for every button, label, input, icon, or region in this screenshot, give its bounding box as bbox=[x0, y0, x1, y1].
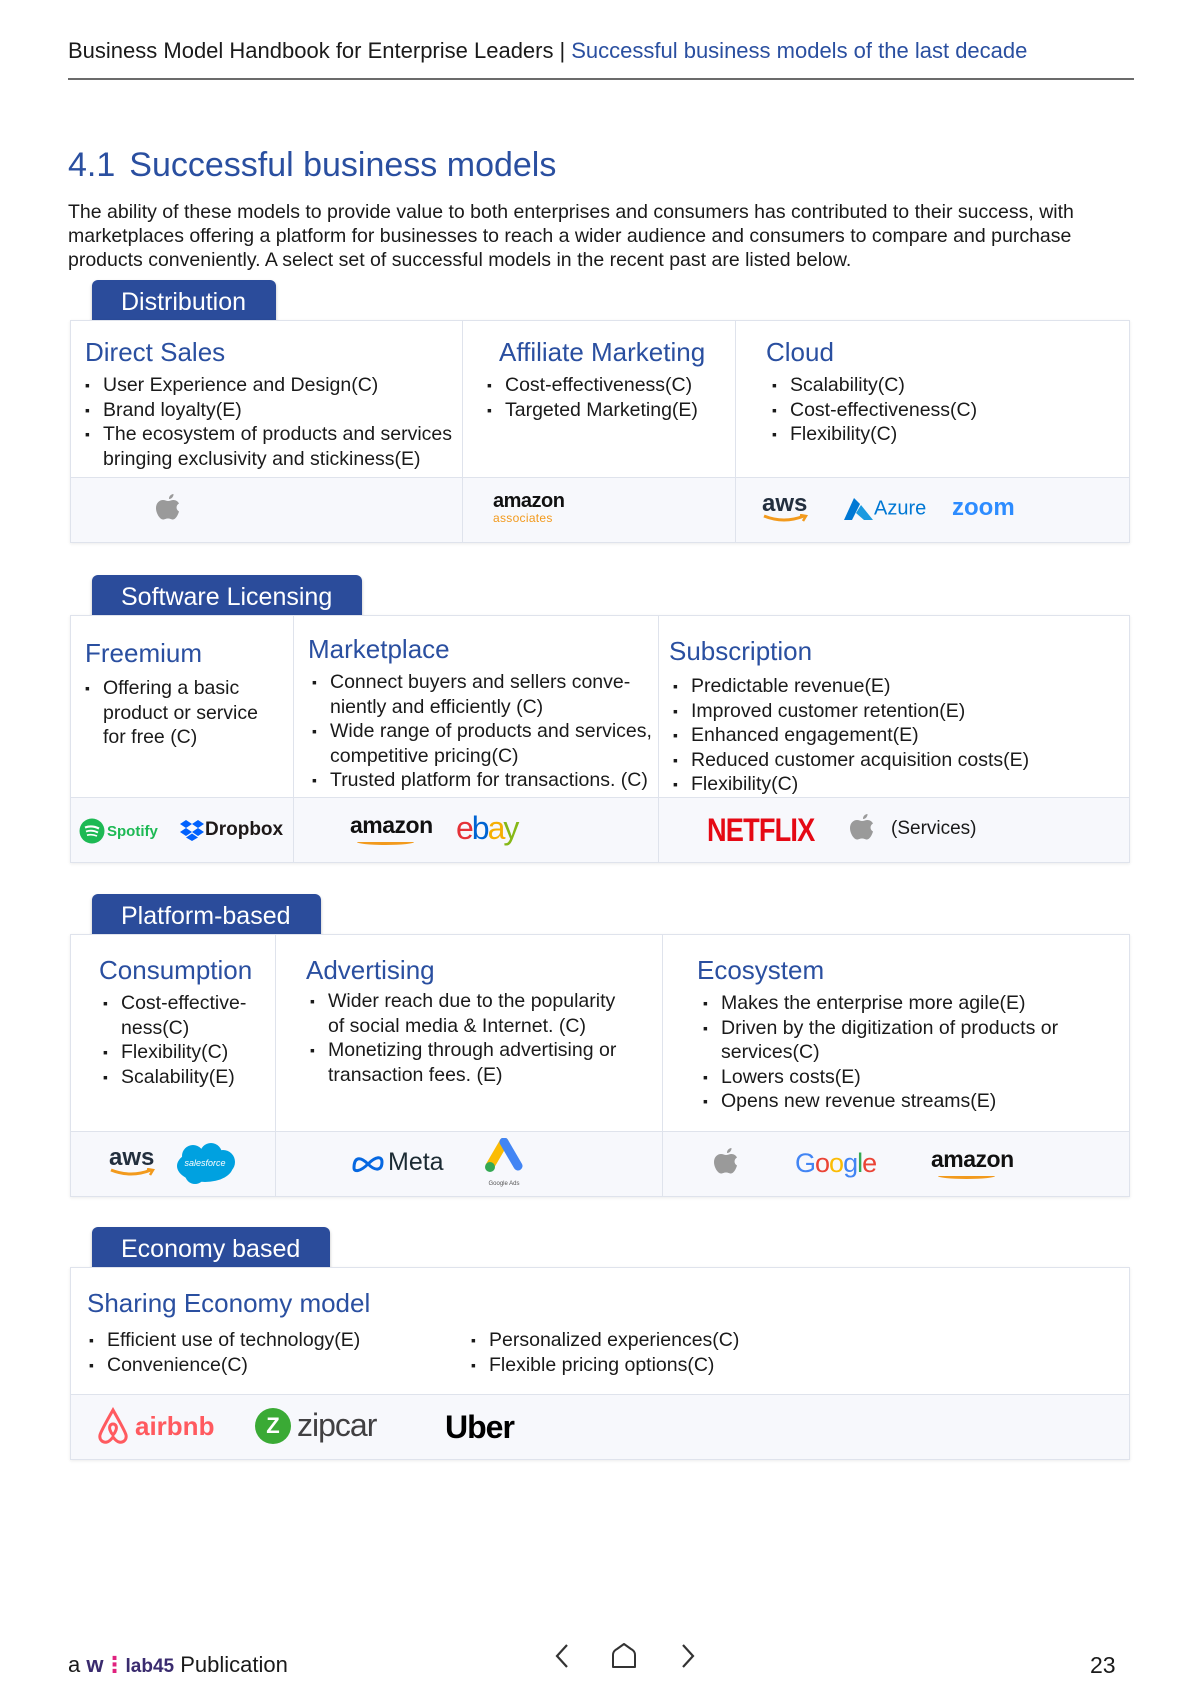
model-title: Consumption bbox=[99, 955, 253, 985]
google-ads-caption: Google Ads bbox=[488, 1181, 520, 1187]
model-title: Ecosystem bbox=[697, 955, 825, 985]
model-title: Freemium bbox=[85, 638, 203, 668]
chapter-title: Successful business models of the last decade bbox=[571, 38, 1028, 63]
panel-platform-based bbox=[70, 934, 1130, 1197]
model-bullets bbox=[673, 674, 1123, 797]
wipro-dots-icon: ⋮ bbox=[103, 1652, 126, 1677]
wipro-logo: w bbox=[86, 1652, 104, 1677]
azure-icon bbox=[842, 496, 874, 522]
chevron-left-icon bbox=[552, 1642, 572, 1670]
ebay-letter: y bbox=[503, 810, 518, 846]
netflix-logo: NETFLIX bbox=[707, 812, 815, 848]
model-direct-sales bbox=[71, 321, 463, 479]
ebay-letter: b bbox=[471, 810, 488, 846]
google-letter: o bbox=[829, 1148, 844, 1178]
bullet: ▪ User Experience and Design(C) bbox=[85, 373, 455, 398]
model-ecosystem bbox=[663, 935, 1128, 1133]
tab-distribution: Distribution bbox=[92, 280, 276, 324]
logos-ecosystem bbox=[663, 1132, 1128, 1196]
bullet: ▪ Flexibility(C) bbox=[103, 1040, 263, 1065]
bullet: ▪ Driven by the digitization of products or services(C) bbox=[703, 1016, 1123, 1065]
logos-sharing-economy bbox=[71, 1395, 1128, 1459]
tab-economy-based: Economy based bbox=[92, 1227, 330, 1271]
zipcar-wordmark: zipcar bbox=[297, 1407, 377, 1443]
model-bullets-left bbox=[89, 1328, 469, 1377]
model-bullets bbox=[310, 989, 630, 1087]
bullet: ▪ Cost-effectiveness(C) bbox=[487, 373, 732, 398]
lab45-logo: lab45 bbox=[125, 1656, 175, 1677]
bullet: ▪ Opens new revenue streams(E) bbox=[703, 1089, 1123, 1114]
bullet: ▪ Flexible pricing options(C) bbox=[471, 1353, 871, 1378]
amazon-logo bbox=[931, 1146, 1014, 1179]
bullet: ▪ Cost-effectiveness(C) bbox=[772, 398, 1112, 423]
bullet: ▪ Offering a basic product or service for free (C) bbox=[85, 676, 285, 750]
apple-logo bbox=[153, 492, 183, 526]
bullet: ▪ Flexibility(C) bbox=[673, 772, 1123, 797]
section-title-text: Successful business models bbox=[129, 146, 557, 184]
bullet: ▪ Predictable revenue(E) bbox=[673, 674, 1123, 699]
model-advertising bbox=[276, 935, 663, 1133]
logos-direct-sales bbox=[71, 478, 463, 542]
publisher-suffix: Publication bbox=[180, 1652, 288, 1677]
salesforce-logo bbox=[173, 1142, 237, 1191]
previous-page-button[interactable] bbox=[542, 1636, 582, 1676]
model-title: Marketplace bbox=[308, 634, 450, 664]
model-title: Cloud bbox=[766, 337, 834, 367]
airbnb-wordmark: airbnb bbox=[135, 1410, 215, 1441]
spotify-wordmark: Spotify bbox=[107, 822, 158, 840]
aws-wordmark: aws bbox=[762, 490, 808, 517]
publisher-prefix: a bbox=[68, 1652, 81, 1677]
airbnb-logo bbox=[95, 1407, 214, 1445]
model-sharing-economy bbox=[71, 1268, 1128, 1396]
home-icon bbox=[609, 1641, 639, 1671]
section-number: 4.1 bbox=[68, 146, 116, 184]
bullet: ▪ The ecosystem of products and services bringing exclusivity and stickiness(E) bbox=[85, 422, 455, 471]
bullet: ▪ Makes the enterprise more agile(E) bbox=[703, 991, 1123, 1016]
logos-cloud bbox=[736, 478, 1128, 542]
bullet: ▪ Scalability(E) bbox=[103, 1065, 263, 1090]
logos-subscription bbox=[659, 798, 1128, 862]
section-intro: The ability of these models to provide value to both enterprises and consumers has contributed to their success, with marketplaces offering a platform for businesses to reach a wider audience and consumers to compare and purchase products conveniently. A select set of successful models in the recent past are listed below. bbox=[68, 201, 1074, 271]
bullet: ▪ Brand loyalty(E) bbox=[85, 398, 455, 423]
page-number: 23 bbox=[1090, 1652, 1116, 1678]
amazon-associates-logo bbox=[493, 490, 564, 525]
logos-freemium bbox=[71, 798, 294, 862]
tab-software-licensing: Software Licensing bbox=[92, 575, 362, 619]
bullet: ▪ Trusted platform for transactions. (C) bbox=[312, 768, 654, 793]
bullet: ▪ Wide range of products and services, competitive pricing(C) bbox=[312, 719, 654, 768]
panel-software-licensing bbox=[70, 615, 1130, 863]
google-letter: g bbox=[843, 1148, 858, 1178]
section-title bbox=[68, 146, 556, 185]
logos-marketplace bbox=[294, 798, 659, 862]
book-title: Business Model Handbook for Enterprise Leaders bbox=[68, 38, 554, 63]
model-subscription bbox=[659, 616, 1128, 799]
spotify-icon bbox=[79, 818, 105, 844]
model-title: Advertising bbox=[306, 955, 435, 985]
dropbox-wordmark: Dropbox bbox=[205, 819, 284, 840]
associates-wordmark: associates bbox=[493, 511, 553, 525]
apple-logo bbox=[847, 812, 877, 846]
tab-platform-based: Platform-based bbox=[92, 894, 321, 938]
meta-infinity-icon bbox=[350, 1153, 386, 1173]
model-affiliate-marketing bbox=[463, 321, 736, 479]
azure-logo bbox=[842, 496, 926, 522]
model-bullets bbox=[103, 991, 263, 1089]
model-freemium bbox=[71, 616, 294, 799]
airbnb-belo-icon bbox=[95, 1407, 131, 1445]
model-bullets bbox=[85, 676, 285, 750]
google-ads-icon bbox=[482, 1138, 526, 1180]
bullet: ▪ Scalability(C) bbox=[772, 373, 1112, 398]
google-ads-logo bbox=[482, 1138, 526, 1187]
ebay-logo bbox=[456, 810, 517, 847]
model-title: Affiliate Marketing bbox=[499, 337, 706, 367]
bullet: ▪ Targeted Marketing(E) bbox=[487, 398, 732, 423]
google-letter: l bbox=[857, 1148, 863, 1178]
aws-logo bbox=[109, 1144, 155, 1177]
bullet: ▪ Monetizing through advertising or transaction fees. (E) bbox=[310, 1038, 630, 1087]
model-bullets bbox=[85, 373, 455, 471]
panel-economy-based bbox=[70, 1267, 1130, 1460]
services-label: (Services) bbox=[891, 818, 977, 839]
salesforce-wordmark: salesforce bbox=[184, 1158, 226, 1168]
ebay-letter: e bbox=[456, 810, 472, 846]
amazon-wordmark: amazon bbox=[931, 1146, 1014, 1172]
amazon-smile-icon bbox=[938, 1173, 996, 1179]
spotify-logo bbox=[79, 818, 158, 844]
aws-wordmark: aws bbox=[109, 1144, 155, 1171]
bullet: ▪ Personalized experiences(C) bbox=[471, 1328, 871, 1353]
model-cloud bbox=[736, 321, 1128, 479]
dropbox-logo bbox=[179, 818, 283, 842]
zipcar-logo bbox=[255, 1407, 376, 1444]
publisher-footer bbox=[68, 1652, 288, 1678]
amazon-logo bbox=[350, 812, 433, 845]
azure-wordmark: Azure bbox=[874, 497, 927, 520]
zoom-logo: zoom bbox=[952, 494, 1015, 521]
model-bullets bbox=[487, 373, 732, 422]
bullet: ▪ Cost-effective-ness(C) bbox=[103, 991, 263, 1040]
logos-consumption bbox=[71, 1132, 276, 1196]
header-separator: | bbox=[559, 38, 566, 63]
bullet: ▪ Connect buyers and sellers conve-niently and efficiently (C) bbox=[312, 670, 654, 719]
model-bullets bbox=[703, 991, 1123, 1114]
bullet: ▪ Reduced customer acquisition costs(E) bbox=[673, 748, 1123, 773]
google-letter: e bbox=[862, 1148, 877, 1178]
amazon-smile-icon bbox=[357, 839, 415, 845]
google-letter: G bbox=[795, 1148, 816, 1178]
model-bullets-right bbox=[471, 1328, 871, 1377]
bullet: ▪ Flexibility(C) bbox=[772, 422, 1112, 447]
panel-distribution bbox=[70, 320, 1130, 543]
running-header bbox=[68, 38, 1134, 64]
aws-logo bbox=[762, 490, 808, 523]
model-marketplace bbox=[294, 616, 659, 799]
home-button[interactable] bbox=[604, 1636, 644, 1676]
model-bullets bbox=[772, 373, 1112, 447]
bullet: ▪ Convenience(C) bbox=[89, 1353, 469, 1378]
dropbox-icon bbox=[179, 818, 205, 842]
uber-logo: Uber bbox=[445, 1409, 514, 1445]
bullet: ▪ Wider reach due to the popularity of social media & Internet. (C) bbox=[310, 989, 630, 1038]
logos-affiliate bbox=[463, 478, 736, 542]
bullet: ▪ Lowers costs(E) bbox=[703, 1065, 1123, 1090]
zipcar-mark-icon: Z bbox=[255, 1408, 291, 1444]
model-title: Sharing Economy model bbox=[87, 1288, 371, 1318]
ebay-letter: a bbox=[487, 810, 504, 846]
model-consumption bbox=[71, 935, 276, 1133]
meta-wordmark: Meta bbox=[388, 1148, 444, 1176]
google-letter: o bbox=[815, 1148, 830, 1178]
bullet: ▪ Enhanced engagement(E) bbox=[673, 723, 1123, 748]
header-divider bbox=[68, 78, 1134, 80]
amazon-wordmark: amazon bbox=[350, 812, 433, 838]
chevron-right-icon bbox=[678, 1642, 698, 1670]
model-title: Subscription bbox=[669, 636, 813, 666]
next-page-button[interactable] bbox=[668, 1636, 708, 1676]
model-title: Direct Sales bbox=[85, 337, 226, 367]
bullet: ▪ Efficient use of technology(E) bbox=[89, 1328, 469, 1353]
model-bullets bbox=[312, 670, 654, 793]
logos-advertising bbox=[276, 1132, 663, 1196]
bullet: ▪ Improved customer retention(E) bbox=[673, 699, 1123, 724]
google-logo bbox=[795, 1148, 876, 1179]
apple-logo bbox=[711, 1146, 741, 1180]
meta-logo bbox=[350, 1148, 444, 1177]
amazon-wordmark: amazon bbox=[493, 490, 565, 512]
